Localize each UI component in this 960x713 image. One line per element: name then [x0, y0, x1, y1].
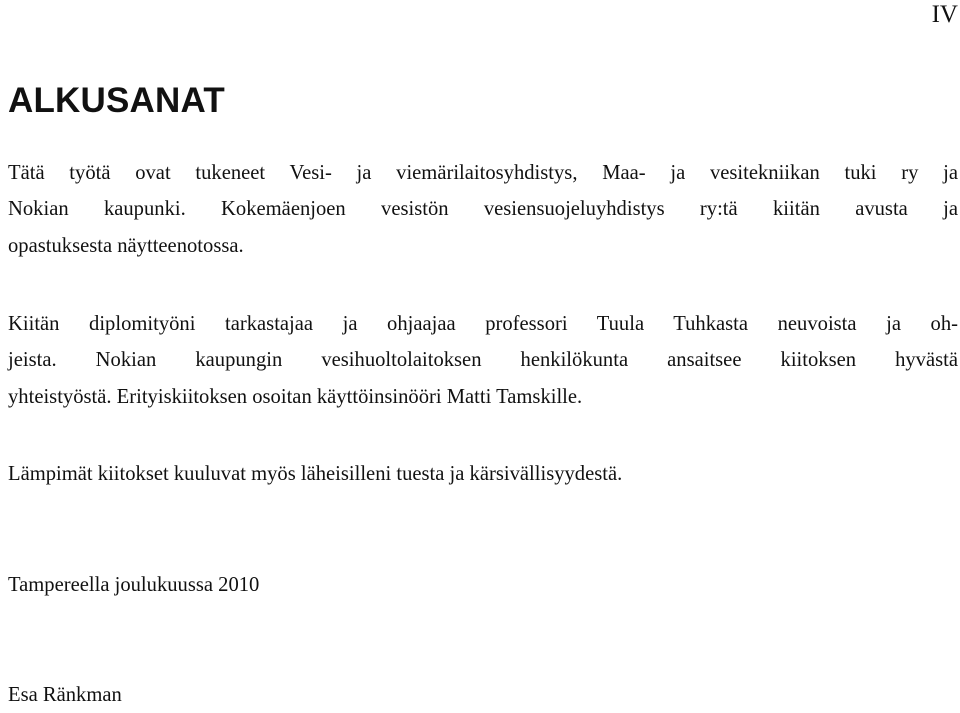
- author-signature: Esa Ränkman: [8, 684, 122, 706]
- paragraph-acknowledgement-family: Lämpimät kiitokset kuuluvat myös läheisilleni tuesta ja kärsivällisyydestä.: [8, 463, 623, 485]
- paragraph-line: Tätä työtä ovat tukeneet Vesi- ja viemärilaitosyhdistys, Maa- ja vesitekniikan tuki ry ja: [8, 162, 958, 184]
- page-number: IV: [931, 1, 958, 28]
- paragraph-line: yhteistyöstä. Erityiskiitoksen osoitan käyttöinsinööri Matti Tamskille.: [8, 385, 583, 408]
- paragraph-line: opastuksesta näytteenotossa.: [8, 234, 244, 257]
- paragraph-acknowledgement-supervisors: [8, 306, 958, 415]
- paragraph-line: jeista. Nokian kaupungin vesihuoltolaitoksen henkilökunta ansaitsee kiitoksen hyvästä: [8, 349, 958, 372]
- paragraph-line: Nokian kaupunki. Kokemäenjoen vesistön vesiensuojeluyhdistys ry:tä kiitän avusta ja: [8, 198, 958, 221]
- page-title: ALKUSANAT: [8, 81, 225, 120]
- paragraph-acknowledgement-funding: [8, 155, 958, 264]
- paragraph-line: Kiitän diplomityöni tarkastajaa ja ohjaajaa professori Tuula Tuhkasta neuvoista ja oh-: [8, 313, 958, 335]
- place-and-date: Tampereella joulukuussa 2010: [8, 574, 260, 596]
